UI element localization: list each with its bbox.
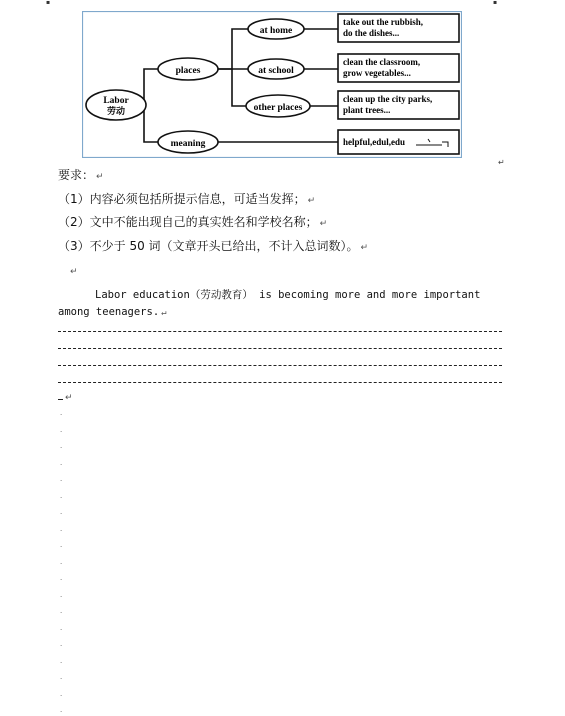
essay-line: [58, 304, 506, 322]
paragraph-mark: ·: [60, 526, 63, 535]
requirement-text: （2）文中不能出现自己的真实姓名和学校名称；: [58, 215, 318, 229]
meaning-label: meaning: [170, 139, 206, 149]
return-mark: ↵: [319, 219, 328, 229]
return-mark: ↵: [360, 243, 369, 253]
paragraph-mark: ·: [60, 493, 63, 502]
paragraph-mark: ·: [60, 460, 63, 469]
paragraph-mark: ·: [60, 543, 63, 551]
answer-line[interactable]: [58, 382, 502, 383]
home-tasks-line2: do the dishes...: [343, 28, 400, 38]
return-mark: ↵: [65, 393, 73, 403]
essay-opening: [58, 287, 506, 322]
paragraph-mark: ·: [60, 691, 63, 700]
heading-text: 要求：: [58, 168, 95, 182]
paragraph-mark: ·: [60, 510, 63, 518]
root-label-en: Labor: [103, 96, 129, 106]
requirement-item: [58, 214, 327, 232]
paragraph-mark: ·: [60, 658, 63, 667]
home-tasks-line1: take out the rubbish,: [343, 17, 424, 27]
essay-line: Labor education（劳动教育） is becoming more and more important: [95, 289, 481, 301]
school-tasks-line2: grow vegetables...: [343, 68, 411, 78]
return-mark: ↵: [70, 267, 78, 277]
at-home-label: at home: [259, 26, 293, 36]
paragraph-mark: ·: [60, 427, 63, 436]
paragraph-mark: ·: [60, 411, 63, 419]
labor-mind-map: [82, 11, 462, 158]
edge-dot: ▪: [46, 0, 51, 6]
answer-line[interactable]: [58, 365, 502, 366]
paragraph-mark: ·: [60, 576, 63, 584]
school-tasks-line1: clean the classroom,: [343, 57, 421, 67]
requirement-item: [58, 191, 315, 209]
paragraph-mark: ·: [60, 642, 63, 650]
meaning-text: helpful,edul,edu: [343, 137, 406, 147]
requirement-item: [58, 238, 368, 256]
answer-line[interactable]: [58, 348, 502, 349]
places-label: places: [175, 66, 201, 76]
essay-line-text: among teenagers.: [58, 306, 160, 318]
requirement-text: （1）内容必须包括所提示信息，可适当发挥；: [58, 192, 306, 206]
final-answer-stub[interactable]: [58, 388, 73, 406]
paragraph-mark: ·: [60, 477, 63, 485]
return-mark: ↵: [96, 172, 104, 182]
paragraph-mark: ·: [60, 559, 63, 568]
answer-line[interactable]: [58, 331, 502, 332]
other-tasks-line2: plant trees...: [343, 105, 391, 115]
root-label-zh: 劳动: [106, 107, 126, 117]
return-mark: ↵: [307, 196, 316, 206]
other-tasks-line1: clean up the city parks,: [343, 94, 433, 104]
paragraph-mark: ·: [60, 625, 63, 634]
paragraph-mark: ·: [60, 675, 63, 683]
corner-mark: ↵: [498, 158, 505, 167]
requirement-text: （3）不少于 50 词（文章开头已给出，不计入总词数）。: [58, 239, 359, 253]
paragraph-mark: ·: [60, 444, 63, 452]
paragraph-mark: ·: [60, 708, 63, 716]
top-edge-marks: [0, 0, 565, 6]
return-mark: ↵: [161, 308, 167, 318]
paragraph-mark: ·: [60, 609, 63, 617]
requirements-heading: [58, 167, 104, 185]
edge-dot: ▪: [493, 0, 498, 6]
empty-paragraph: [68, 262, 78, 280]
paragraph-mark: ·: [60, 592, 63, 601]
other-places-label: other places: [253, 103, 303, 113]
at-school-label: at school: [258, 66, 294, 76]
